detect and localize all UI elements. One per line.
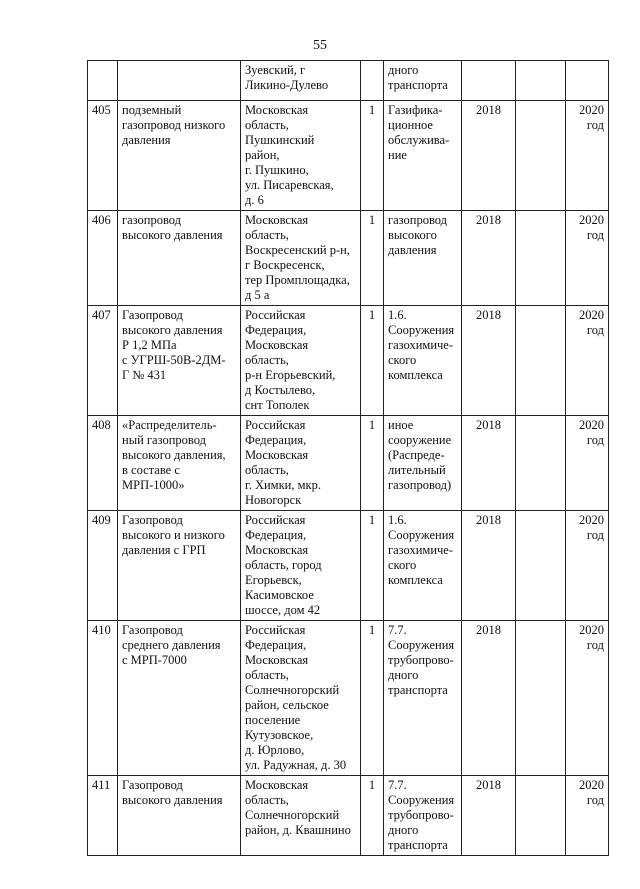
cell-category-line: Газифика- (388, 103, 443, 117)
cell-address-line: Пушкинский (245, 133, 315, 147)
cell-category-line: ционное (388, 118, 433, 132)
cell-address (241, 776, 361, 856)
table-row (88, 416, 609, 511)
cell-category-line: газохимиче- (388, 338, 454, 352)
cell-category-line: Сооружения (388, 793, 455, 807)
cell-address-line: Солнечногорский (245, 683, 340, 697)
cell-number: 411 (88, 776, 118, 856)
table-row (88, 61, 609, 101)
cell-object-name (118, 621, 241, 776)
cell-count: 1 (361, 776, 384, 856)
cell-number: 410 (88, 621, 118, 776)
cell-deadline (566, 416, 609, 511)
cell-empty (516, 211, 566, 306)
cell-address-line: Солнечногорский (245, 808, 340, 822)
cell-address-line: снт Тополек (245, 398, 310, 412)
cell-object-name (118, 776, 241, 856)
cell-object-name (118, 306, 241, 416)
cell-deadline-line: год (586, 118, 604, 132)
cell-object-name-line: Р 1,2 МПа (122, 338, 177, 352)
cell-deadline-line: год (586, 638, 604, 652)
cell-object-name-line: «Распределитель- (122, 418, 217, 432)
cell-deadline (566, 61, 609, 101)
cell-year: 2018 (462, 511, 516, 621)
cell-category (384, 776, 462, 856)
cell-deadline (566, 306, 609, 416)
cell-category-line: комплекса (388, 368, 443, 382)
cell-category-line: ского (388, 558, 417, 572)
cell-object-name (118, 416, 241, 511)
cell-address-line: тер Промплощадка, (245, 273, 350, 287)
cell-address-line: Российская (245, 513, 306, 527)
cell-object-name-line: газопровод (122, 213, 182, 227)
cell-object-name-line: Газопровод (122, 623, 183, 637)
cell-address-line: Федерация, (245, 323, 307, 337)
cell-category-line: 1.6. (388, 308, 407, 322)
cell-address (241, 101, 361, 211)
cell-empty (516, 101, 566, 211)
cell-deadline-line: год (586, 793, 604, 807)
cell-category-line: транспорта (388, 683, 448, 697)
cell-year: 2018 (462, 776, 516, 856)
cell-address (241, 511, 361, 621)
cell-category (384, 211, 462, 306)
cell-category-line: Сооружения (388, 528, 455, 542)
cell-address-line: область, (245, 463, 289, 477)
cell-object-name (118, 61, 241, 101)
cell-object-name-line: с МРП-7000 (122, 653, 187, 667)
cell-number: 407 (88, 306, 118, 416)
cell-year (462, 61, 516, 101)
cell-category-line: давления (388, 243, 437, 257)
table-row (88, 211, 609, 306)
cell-deadline (566, 776, 609, 856)
cell-year: 2018 (462, 416, 516, 511)
cell-address-line: район, (245, 148, 280, 162)
cell-category-line: ние (388, 148, 407, 162)
table-row (88, 511, 609, 621)
cell-deadline-line: 2020 (579, 308, 604, 322)
cell-category (384, 511, 462, 621)
cell-category (384, 306, 462, 416)
table-row (88, 101, 609, 211)
cell-deadline (566, 511, 609, 621)
cell-address-line: Егорьевск, (245, 573, 302, 587)
cell-category-line: 7.7. (388, 623, 407, 637)
cell-address-line: ул. Радужная, д. 30 (245, 758, 347, 772)
cell-year: 2018 (462, 101, 516, 211)
cell-object-name-line: газопровод низкого (122, 118, 226, 132)
cell-address-line: Зуевский, г (245, 63, 306, 77)
cell-count: 1 (361, 211, 384, 306)
cell-deadline (566, 211, 609, 306)
cell-address-line: область, (245, 118, 289, 132)
cell-category (384, 621, 462, 776)
cell-category-line: дного (388, 823, 419, 837)
cell-number: 409 (88, 511, 118, 621)
cell-object-name-line: давления (122, 133, 171, 147)
cell-object-name-line: Г № 431 (122, 368, 167, 382)
cell-category-line: транспорта (388, 838, 448, 852)
cell-address-line: шоссе, дом 42 (245, 603, 321, 617)
cell-address-line: д. 6 (245, 193, 264, 207)
cell-category-line: высокого (388, 228, 437, 242)
cell-address-line: Московская (245, 778, 309, 792)
cell-address-line: область, город (245, 558, 322, 572)
cell-category-line: трубопрово- (388, 653, 454, 667)
table-row (88, 306, 609, 416)
cell-empty (516, 61, 566, 101)
cell-category-line: ского (388, 353, 417, 367)
cell-year: 2018 (462, 306, 516, 416)
cell-object-name-line: Газопровод (122, 513, 183, 527)
cell-count: 1 (361, 416, 384, 511)
cell-category-line: транспорта (388, 78, 448, 92)
cell-deadline (566, 101, 609, 211)
cell-object-name (118, 211, 241, 306)
cell-empty (516, 306, 566, 416)
cell-address-line: д Костылево, (245, 383, 316, 397)
cell-address-line: ул. Писаревская, (245, 178, 334, 192)
cell-deadline-line: год (586, 228, 604, 242)
cell-count: 1 (361, 511, 384, 621)
cell-count: 1 (361, 101, 384, 211)
cell-deadline-line: год (586, 323, 604, 337)
cell-deadline-line: год (586, 433, 604, 447)
cell-object-name-line: Газопровод (122, 308, 183, 322)
cell-address (241, 621, 361, 776)
cell-address-line: Федерация, (245, 528, 307, 542)
cell-category-line: газопровод (388, 213, 448, 227)
cell-count (361, 61, 384, 101)
cell-category-line: газопровод) (388, 478, 452, 492)
table-row (88, 776, 609, 856)
cell-object-name-line: высокого давления, (122, 448, 226, 462)
cell-address-line: Ликино-Дулево (245, 78, 329, 92)
cell-empty (516, 776, 566, 856)
cell-object-name (118, 511, 241, 621)
cell-number (88, 61, 118, 101)
cell-deadline-line: 2020 (579, 103, 604, 117)
cell-number: 405 (88, 101, 118, 211)
cell-object-name-line: МРП-1000» (122, 478, 185, 492)
cell-address-line: Кутузовское, (245, 728, 314, 742)
cell-address-line: Российская (245, 623, 306, 637)
cell-object-name-line: среднего давления (122, 638, 221, 652)
cell-category-line: обслужива- (388, 133, 450, 147)
cell-category-line: дного (388, 63, 419, 77)
cell-address-line: Московская (245, 543, 309, 557)
cell-category-line: трубопрово- (388, 808, 454, 822)
cell-address-line: область, (245, 793, 289, 807)
cell-empty (516, 621, 566, 776)
cell-address-line: Касимовское (245, 588, 314, 602)
cell-address-line: область, (245, 668, 289, 682)
cell-deadline-line: 2020 (579, 623, 604, 637)
cell-count: 1 (361, 621, 384, 776)
cell-address-line: Московская (245, 213, 309, 227)
cell-category (384, 61, 462, 101)
cell-deadline-line: 2020 (579, 513, 604, 527)
cell-deadline-line: 2020 (579, 778, 604, 792)
cell-empty (516, 511, 566, 621)
cell-object-name-line: высокого давления (122, 793, 223, 807)
cell-category-line: Сооружения (388, 323, 455, 337)
cell-category-line: сооружение (388, 433, 452, 447)
cell-category-line: комплекса (388, 573, 443, 587)
cell-deadline (566, 621, 609, 776)
cell-empty (516, 416, 566, 511)
cell-object-name-line: высокого давления (122, 228, 223, 242)
table-row (88, 621, 609, 776)
page-number: 55 (313, 38, 327, 53)
cell-address-line: Федерация, (245, 638, 307, 652)
cell-address-line: область, (245, 353, 289, 367)
cell-object-name-line: с УГРШ-50В-2ДМ- (122, 353, 226, 367)
cell-address-line: д 5 а (245, 288, 270, 302)
cell-number: 406 (88, 211, 118, 306)
cell-category-line: 1.6. (388, 513, 407, 527)
cell-count: 1 (361, 306, 384, 416)
cell-address-line: район, д. Квашнино (245, 823, 351, 837)
table-body (88, 61, 609, 856)
cell-address-line: г Воскресенск, (245, 258, 325, 272)
cell-address-line: Московская (245, 653, 309, 667)
cell-address (241, 416, 361, 511)
cell-object-name-line: давления с ГРП (122, 543, 206, 557)
cell-category-line: газохимиче- (388, 543, 454, 557)
cell-address (241, 306, 361, 416)
cell-year: 2018 (462, 621, 516, 776)
cell-object-name-line: Газопровод (122, 778, 183, 792)
cell-year: 2018 (462, 211, 516, 306)
cell-address-line: г. Химки, мкр. (245, 478, 321, 492)
cell-address-line: г. Пушкино, (245, 163, 309, 177)
cell-object-name-line: высокого и низкого (122, 528, 225, 542)
cell-address-line: Воскресенский р-н, (245, 243, 350, 257)
cell-category (384, 101, 462, 211)
cell-object-name-line: подземный (122, 103, 182, 117)
cell-object-name-line: высокого давления (122, 323, 223, 337)
cell-category-line: дного (388, 668, 419, 682)
cell-deadline-line: 2020 (579, 418, 604, 432)
cell-address-line: Новогорск (245, 493, 302, 507)
cell-number: 408 (88, 416, 118, 511)
cell-address-line: Российская (245, 418, 306, 432)
cell-deadline-line: год (586, 528, 604, 542)
cell-object-name (118, 101, 241, 211)
cell-address-line: Московская (245, 448, 309, 462)
cell-category-line: иное (388, 418, 414, 432)
cell-category (384, 416, 462, 511)
cell-address-line: Московская (245, 338, 309, 352)
cell-address-line: район, сельское (245, 698, 329, 712)
cell-category-line: 7.7. (388, 778, 407, 792)
cell-address-line: поселение (245, 713, 301, 727)
cell-address (241, 211, 361, 306)
cell-category-line: Сооружения (388, 638, 455, 652)
cell-object-name-line: в составе с (122, 463, 180, 477)
cell-address-line: область, (245, 228, 289, 242)
cell-address-line: Федерация, (245, 433, 307, 447)
cell-category-line: (Распреде- (388, 448, 445, 462)
cell-category-line: лительный (388, 463, 446, 477)
cell-address-line: Московская (245, 103, 309, 117)
cell-address-line: д. Юрлово, (245, 743, 305, 757)
cell-object-name-line: ный газопровод (122, 433, 206, 447)
cell-address-line: Российская (245, 308, 306, 322)
cell-address (241, 61, 361, 101)
cell-address-line: р-н Егорьевский, (245, 368, 336, 382)
registry-table (87, 60, 609, 856)
cell-deadline-line: 2020 (579, 213, 604, 227)
